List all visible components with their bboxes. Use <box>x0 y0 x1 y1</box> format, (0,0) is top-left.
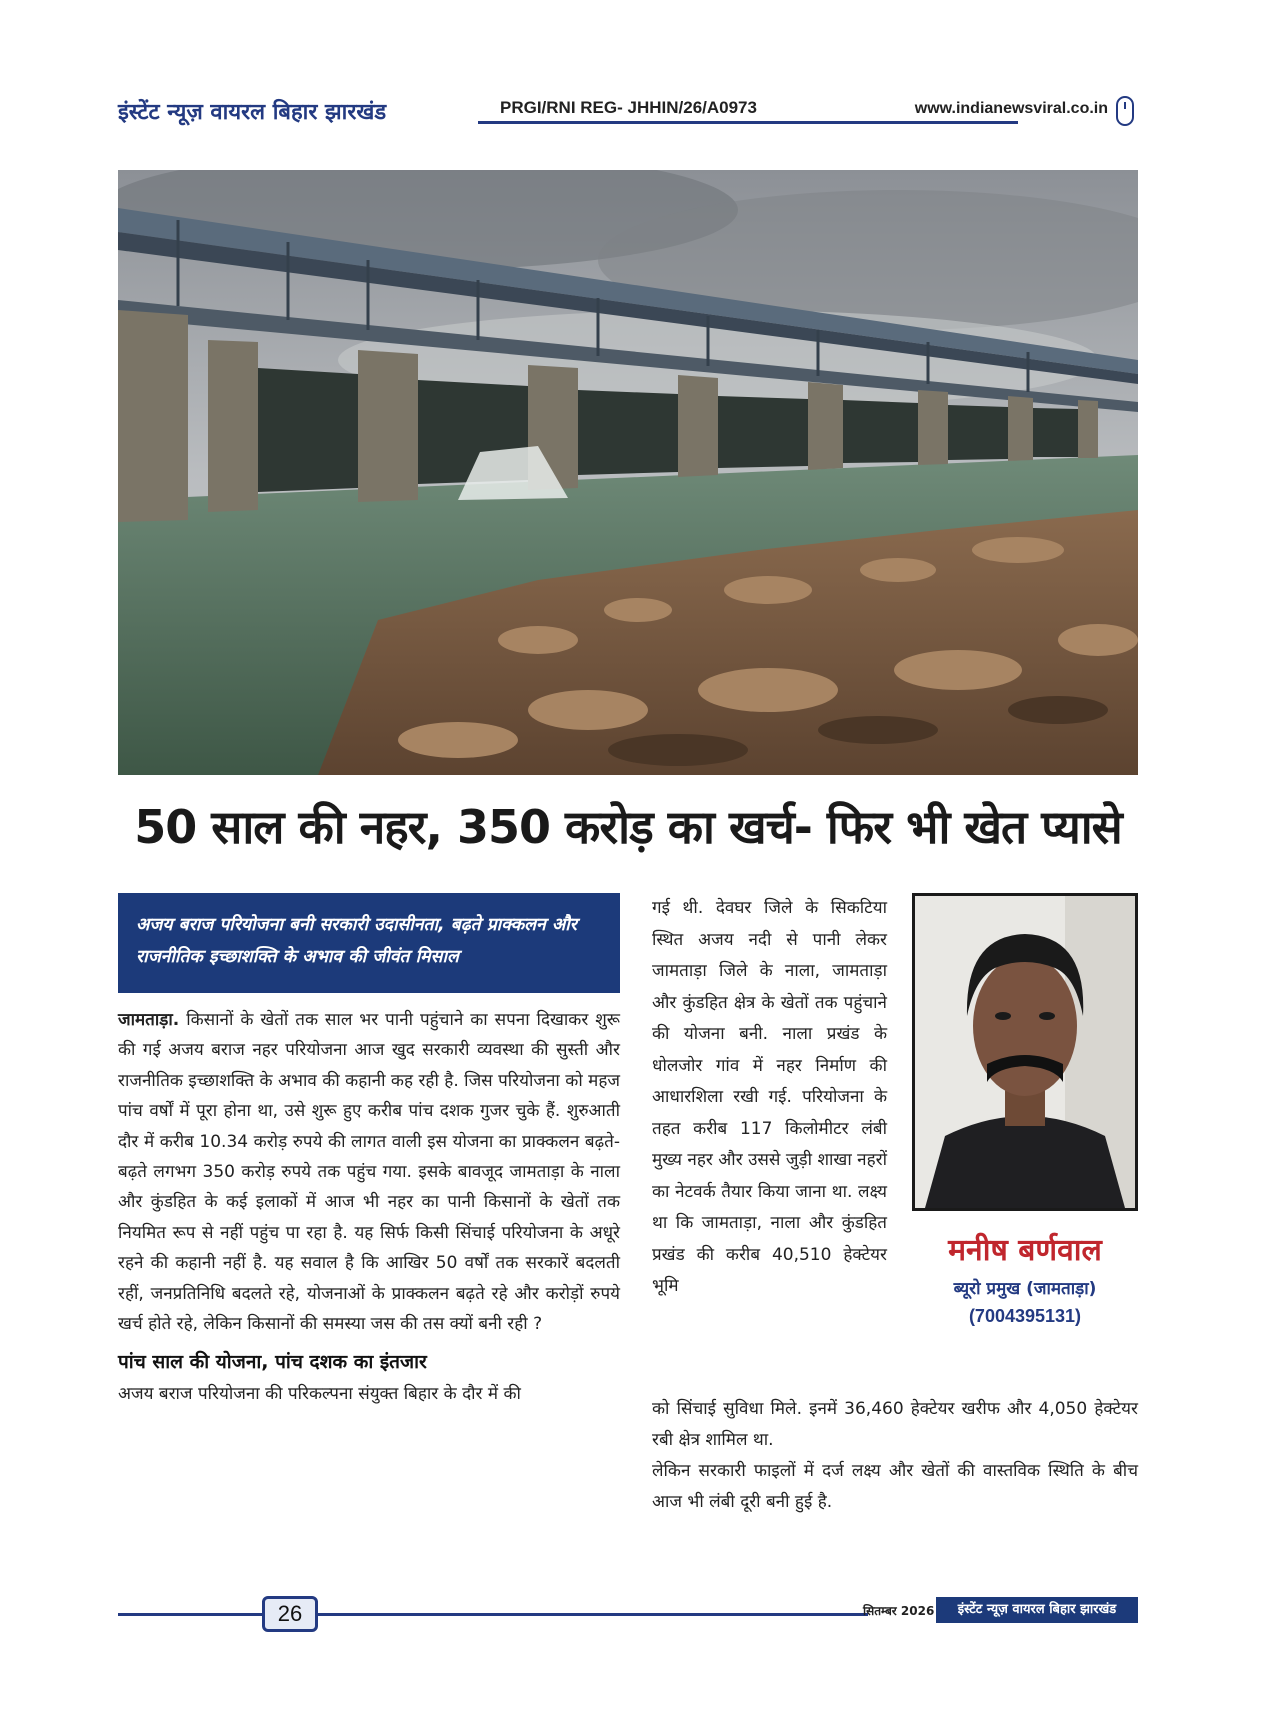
masthead <box>118 96 1138 130</box>
article-subheading: पांच साल की योजना, पांच दशक का इंतजार <box>118 1351 427 1374</box>
article-paragraph-2-continued: गई थी. देवघर जिले के सिकटिया स्थित अजय नदी से पानी लेकर जामताड़ा जिले के नाला, जामताड़ा और कुंडहित क्षेत्र के खेतों तक पहुंचाने की योजना बनी. नाला प्रखंड के धोलजोर गांव में नहर निर्माण की आधारशिला रखी गई. परियोजना के तहत करीब 117 किलोमीटर लंबी मुख्य नहर और उससे जुड़ी शाखा नहरों का नेटवर्क तैयार किया जाना था. लक्ष्य था कि जामताड़ा, नाला और कुंडहित प्रखंड की करीब 40,510 हेक्टेयर भूमि <box>652 898 887 1296</box>
website-link[interactable]: www.indianewsviral.co.in <box>914 100 1108 117</box>
footer-rule <box>118 1613 868 1616</box>
header-rule <box>478 121 1018 124</box>
article-column-left <box>118 1005 620 1410</box>
paragraph-1-text: किसानों के खेतों तक साल भर पानी पहुंचाने का सपना दिखाकर शुरू की गई अजय बराज नहर परियोजना आज खुद सरकारी व्यवस्था की सुस्ती और राजनीतिक इच्छाशक्ति के अभाव की कहानी कह रही है. जिस परियोजना को महज पांच वर्षों में पूरा होना था, उसे शुरू हुए करीब पांच दशक गुजर चुके हैं. शुरुआती दौर में करीब 10.34 करोड़ रुपये की लागत वाली इस योजना का प्राक्कलन बढ़ते-बढ़ते लगभग 350 करोड़ रुपये तक पहुंच गया. इसके बावजूद जामताड़ा के नाला और कुंडहित के कई इलाकों में आज भी नहर का पानी किसानों के खेतों तक नियमित रूप से नहीं पहुंच पा रहा है. यह सिर्फ किसी सिंचाई परियोजना के अधूरे रहने की कहानी नहीं है. यह सवाल है कि आखिर 50 वर्षों तक सरकारें बदलती रहीं, जनप्रतिनिधि बदलते रहे, योजनाओं के प्राक्कलन बढ़ते रहे और करोड़ों रुपये खर्च होते रहे, लेकिन किसानों की समस्या जस की तस क्यों बनी रही ? <box>118 1010 621 1335</box>
article-paragraph-1 <box>118 1005 620 1339</box>
article-paragraph-2-end: को सिंचाई सुविधा मिले. इनमें 36,460 हेक्टेयर खरीफ और 4,050 हेक्टेयर रबी क्षेत्र शामिल था. <box>652 1399 1138 1450</box>
article-deck <box>118 893 620 993</box>
mouse-icon <box>1116 96 1134 126</box>
publication-title: इंस्टेंट न्यूज़ वायरल बिहार झारखंड <box>118 100 387 125</box>
page-number: 26 <box>262 1596 318 1632</box>
registration-number: PRGI/RNI REG- JHHIN/26/A0973 <box>500 98 757 117</box>
dateline: जामताड़ा. <box>118 1010 180 1030</box>
issue-date: सितम्बर 2026 <box>863 1604 935 1618</box>
deck-text: अजय बराज परियोजना बनी सरकारी उदासीनता, बढ़ते प्राक्कलन और राजनीतिक इच्छाशक्ति के अभाव की जीवंत मिसाल <box>136 915 577 967</box>
article-headline: 50 साल की नहर, 350 करोड़ का खर्च- फिर भी खेत प्यासे <box>134 800 1122 854</box>
footer-brand: इंस्टेंट न्यूज़ वायरल बिहार झारखंड <box>936 1597 1138 1623</box>
article-column-bottom <box>652 1394 1138 1518</box>
article-paragraph-2-start: अजय बराज परियोजना की परिकल्पना संयुक्त बिहार के दौर में की <box>118 1384 521 1405</box>
author-role: ब्यूरो प्रमुख (जामताड़ा) <box>953 1279 1097 1299</box>
article-paragraph-3: लेकिन सरकारी फाइलों में दर्ज लक्ष्य और खेतों की वास्तविक स्थिति के बीच आज भी लंबी दूरी बनी हुई है. <box>652 1461 1138 1512</box>
article-column-middle <box>652 893 887 1303</box>
author-phone: (7004395131) <box>968 1306 1082 1326</box>
barrage-photo <box>118 170 1138 775</box>
author-name: मनीष बर्णवाल <box>948 1233 1102 1268</box>
author-photo <box>912 893 1138 1211</box>
